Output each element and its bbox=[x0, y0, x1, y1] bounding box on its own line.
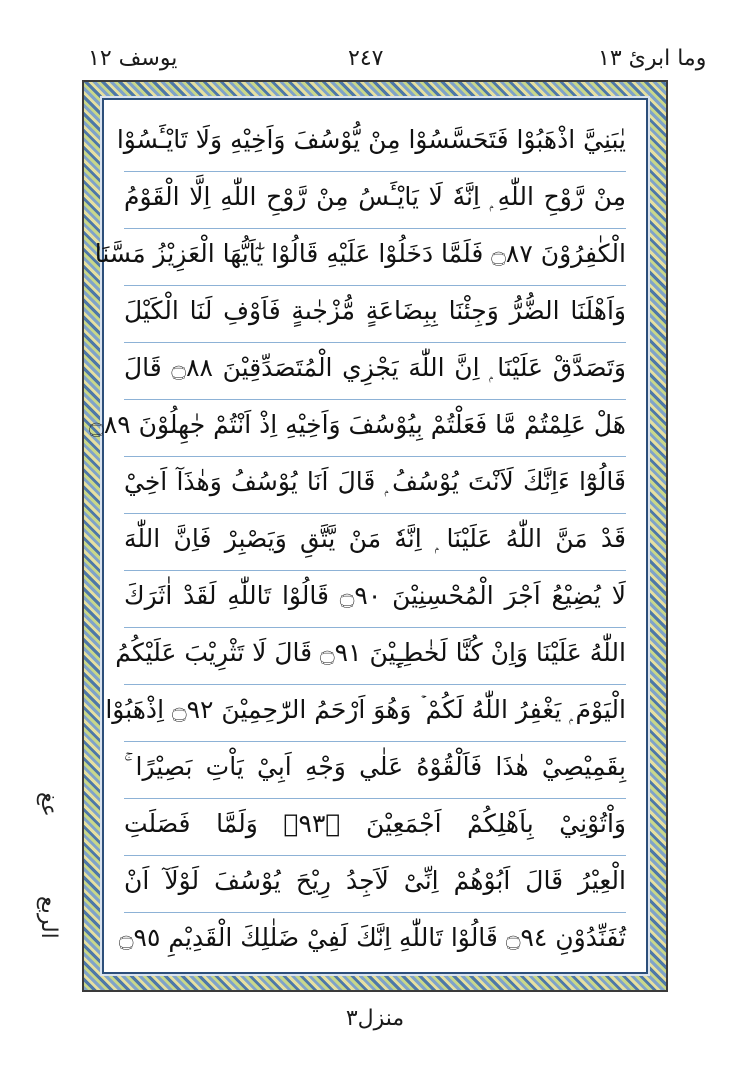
ornamental-border bbox=[82, 80, 668, 992]
verse-line: قَدْ مَنَّ اللّٰهُ عَلَيْنَا ۭ اِنَّهٗ مَنْ يَّتَّقِ وَيَصْبِرْ فَاِنَّ اللّٰهَ bbox=[124, 513, 626, 571]
verse-line: هَلْ عَلِمْتُمْ مَّا فَعَلْتُمْ بِيُوْسُفَ وَاَخِيْهِ اِذْ اَنْتُمْ جٰهِلُوْنَ ۝٨٩ bbox=[124, 399, 626, 457]
verse-line: لَا يُضِيْعُ اَجْرَ الْمُحْسِنِيْنَ ۝٩٠ قَالُوْا تَاللّٰهِ لَقَدْ اٰثَرَكَ bbox=[124, 570, 626, 628]
verse-line: تُفَنِّدُوْنِ ۝٩٤ قَالُوْا تَاللّٰهِ اِنَّكَ لَفِيْ ضَلٰلِكَ الْقَدِيْمِ ۝٩٥ bbox=[118, 923, 626, 952]
ruku-marker: عغ bbox=[36, 792, 61, 817]
verse-line: الْعِيْرُ قَالَ اَبُوْهُمْ اِنِّىْ لَاَجِدُ رِيْحَ يُوْسُفَ لَوْلَآ اَنْ bbox=[124, 855, 626, 913]
verse-line: قَالُوْٓا ءَاِنَّكَ لَاَنْتَ يُوْسُفُ ۭ قَالَ اَنَا يُوْسُفُ وَهٰذَآ اَخِيْ bbox=[124, 456, 626, 514]
verse-line: الْيَوْمَ ۭ يَغْفِرُ اللّٰهُ لَكُمْ ۡ وَهُوَ اَرْحَمُ الرّٰحِمِيْنَ ۝٩٢ اِذْهَبُوْا bbox=[124, 684, 626, 742]
verse-line: يٰبَنِيَّ اذْهَبُوْا فَتَحَسَّسُوْا مِنْ يُّوْسُفَ وَاَخِيْهِ وَلَا تَايْـَٔسُوْا bbox=[124, 114, 626, 172]
verse-line: بِقَمِيْصِيْ هٰذَا فَاَلْقُوْهُ عَلٰي وَجْهِ اَبِيْ يَاْتِ بَصِيْرًا ۚ bbox=[124, 741, 626, 799]
header-juz: وما ابرئ ١٣ bbox=[598, 46, 707, 71]
text-panel bbox=[89, 98, 648, 974]
header-surah: يوسف ١٢ bbox=[88, 46, 178, 71]
verse-line: وَاْتُوْنِيْ بِاَهْلِكُمْ اَجْمَعِيْنَ ۝٩٣ۧ وَلَمَّا فَصَلَتِ bbox=[124, 798, 626, 856]
page-number: ٢٤٧ bbox=[348, 46, 384, 71]
manzil-footer: منزل٣ bbox=[345, 1006, 405, 1031]
quarter-marker: الربع bbox=[36, 896, 61, 939]
verse-line: اللّٰهُ عَلَيْنَا وَاِنْ كُنَّا لَخٰطِـِٕيْنَ ۝٩١ قَالَ لَا تَثْرِيْبَ عَلَيْكُمُ bbox=[124, 627, 626, 685]
verse-line: الْكٰفِرُوْنَ ۝٨٧ فَلَمَّا دَخَلُوْا عَلَيْهِ قَالُوْا يٰٓاَيُّهَا الْعَزِيْزُ مَسَّنَا bbox=[124, 228, 626, 286]
verse-line: مِنْ رَّوْحِ اللّٰهِ ۭ اِنَّهٗ لَا يَايْـَٔسُ مِنْ رَّوْحِ اللّٰهِ اِلَّا الْقَوْمُ bbox=[124, 171, 626, 229]
verse-line: وَاَهْلَنَا الضُّرُّ وَجِئْنَا بِبِضَاعَةٍ مُّزْجٰىةٍ فَاَوْفِ لَنَا الْكَيْلَ bbox=[124, 285, 626, 343]
verse-line: وَتَصَدَّقْ عَلَيْنَا ۭ اِنَّ اللّٰهَ يَجْزِي الْمُتَصَدِّقِيْنَ ۝٨٨ قَالَ bbox=[124, 342, 626, 400]
